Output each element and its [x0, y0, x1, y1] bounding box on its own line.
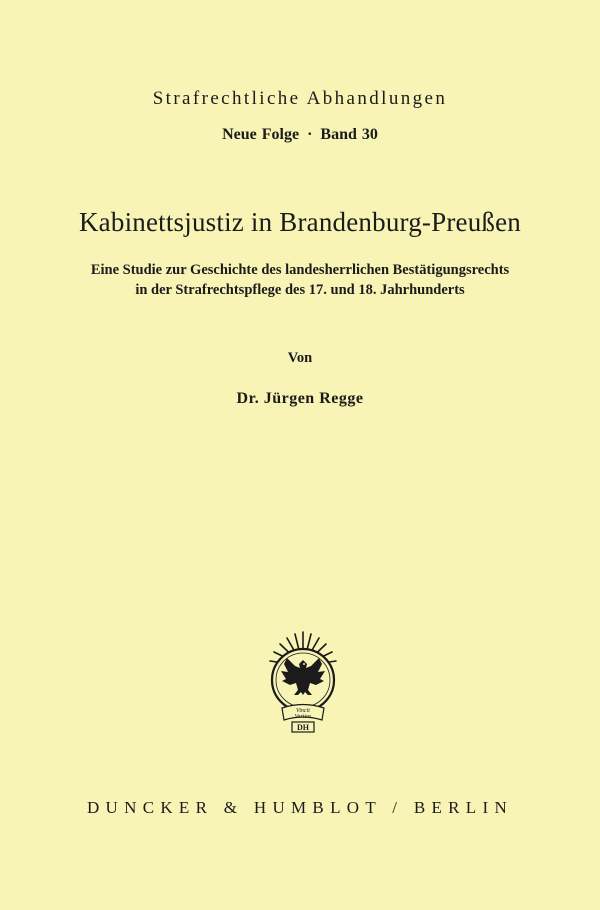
- book-title: Kabinettsjustiz in Brandenburg-Preußen: [78, 207, 521, 237]
- seal-motto-line-1: Vincit: [296, 708, 310, 714]
- seal-initials: DH: [297, 723, 309, 732]
- book-subtitle-line-2: in der Strafrechtspflege des 17. und 18. Jahrhunderts: [135, 282, 465, 298]
- author-name: Dr. Jürgen Regge: [236, 390, 364, 407]
- publisher-imprint: DUNCKER & HUMBLOT / BERLIN: [86, 798, 514, 817]
- series-folge: Neue Folge: [222, 126, 300, 143]
- series-band: Band 30: [320, 126, 378, 143]
- book-subtitle-line-1: Eine Studie zur Geschichte des landesherrlichen Bestätigungsrechts: [90, 262, 510, 278]
- seal-motto-line-2: Veritas: [294, 714, 312, 720]
- series-title: Strafrechtliche Abhandlungen: [152, 88, 448, 109]
- by-label: Von: [287, 350, 313, 366]
- series-volume: [0, 126, 600, 144]
- eagle-seal-icon: [262, 628, 344, 734]
- series-separator: ·: [307, 126, 313, 143]
